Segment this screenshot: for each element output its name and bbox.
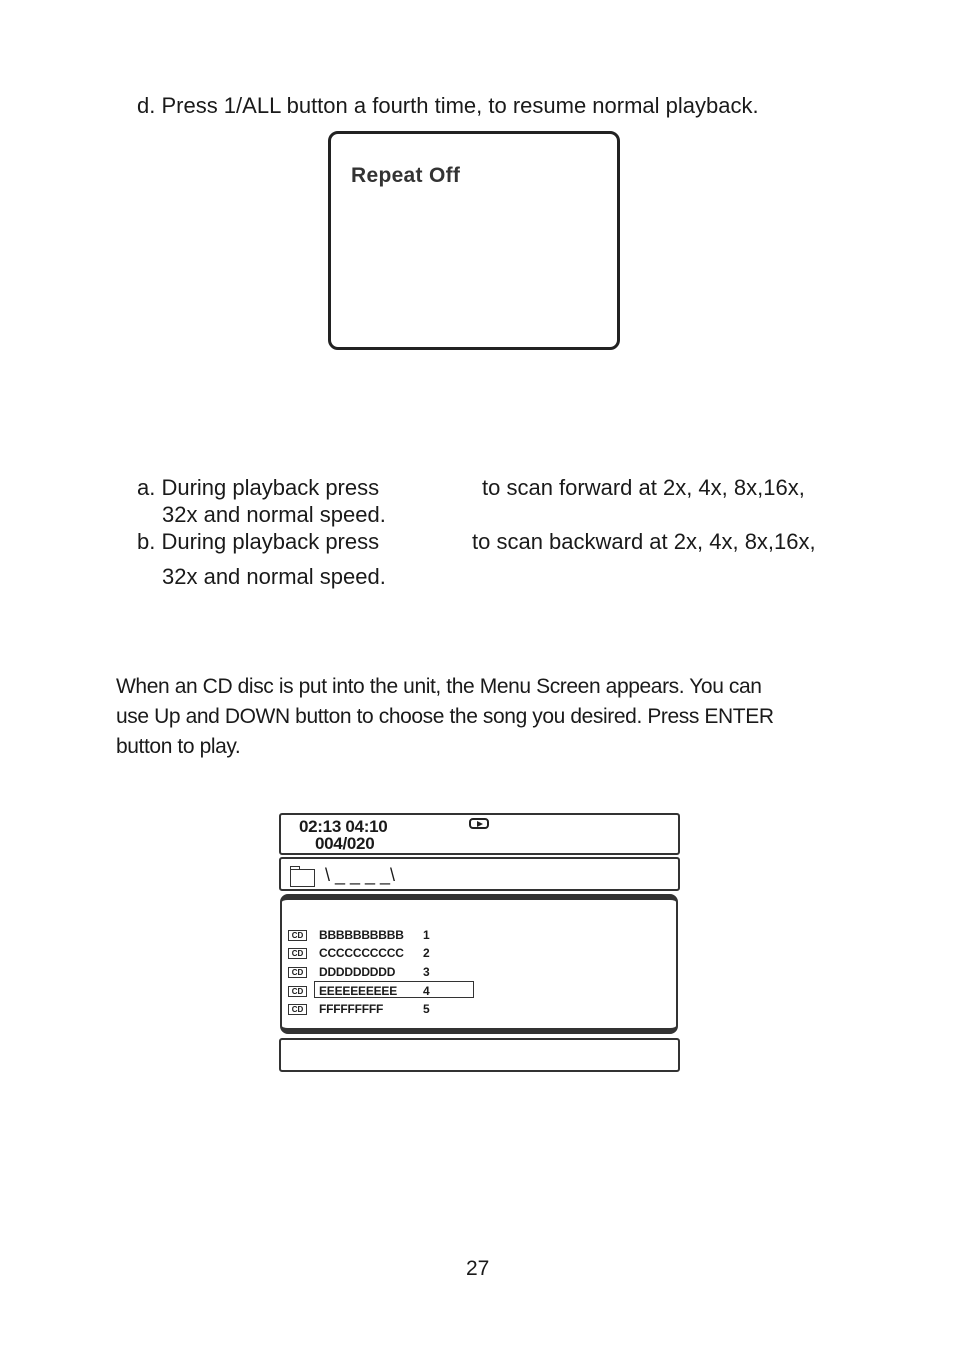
play-icon — [469, 818, 489, 829]
scan-a-prefix: a. During playback press — [137, 475, 380, 500]
cd-paragraph-line1: When an CD disc is put into the unit, the Menu Screen appears. You can — [116, 675, 762, 698]
list-item[interactable] — [288, 1002, 668, 1018]
cd-icon: CD — [288, 967, 307, 978]
cd-icon: CD — [288, 948, 307, 959]
cd-icon: CD — [288, 986, 307, 997]
list-item[interactable] — [288, 928, 668, 944]
song-number: 3 — [423, 965, 430, 979]
folder-icon — [290, 869, 315, 887]
list-item[interactable] — [288, 965, 668, 981]
scan-b-prefix: b. During playback press — [137, 529, 380, 554]
repeat-screen — [328, 131, 620, 350]
scan-b-suffix: to scan backward at 2x, 4x, 8x,16x, — [472, 529, 816, 554]
song-name: EEEEEEEEEE — [319, 984, 398, 998]
cd-icon: CD — [288, 1004, 307, 1015]
song-number: 2 — [423, 946, 430, 960]
elapsed-total-time: 02:13 04:10 — [299, 817, 388, 836]
song-number: 5 — [423, 1002, 430, 1016]
track-counter: 004/020 — [315, 834, 375, 853]
scan-a-suffix: to scan forward at 2x, 4x, 8x,16x, — [482, 475, 805, 500]
scan-b-continuation: 32x and normal speed. — [162, 564, 386, 589]
song-name: FFFFFFFFF — [319, 1002, 384, 1016]
menu-status-panel — [279, 813, 680, 855]
cd-paragraph-line2: use Up and DOWN button to choose the song you desired. Press ENTER — [116, 705, 774, 728]
song-name: DDDDDDDDD — [319, 965, 396, 979]
cd-icon: CD — [288, 930, 307, 941]
repeat-status: Repeat Off — [351, 164, 461, 187]
cd-paragraph-line3: button to play. — [116, 735, 241, 758]
song-number: 4 — [423, 984, 430, 998]
menu-path-panel — [279, 857, 680, 891]
list-item-selected[interactable] — [288, 984, 668, 1000]
song-list-panel — [280, 894, 678, 1034]
folder-path: \ _ _ _ _\ — [325, 865, 396, 885]
song-name: CCCCCCCCCC — [319, 946, 404, 960]
step-d-text: d. Press 1/ALL button a fourth time, to resume normal playback. — [137, 93, 759, 118]
menu-info-panel — [279, 1038, 680, 1072]
song-name: BBBBBBBBBB — [319, 928, 404, 942]
song-number: 1 — [423, 928, 430, 942]
list-item[interactable] — [288, 946, 668, 962]
page-number: 27 — [466, 1257, 490, 1280]
scan-a-continuation: 32x and normal speed. — [162, 502, 386, 527]
